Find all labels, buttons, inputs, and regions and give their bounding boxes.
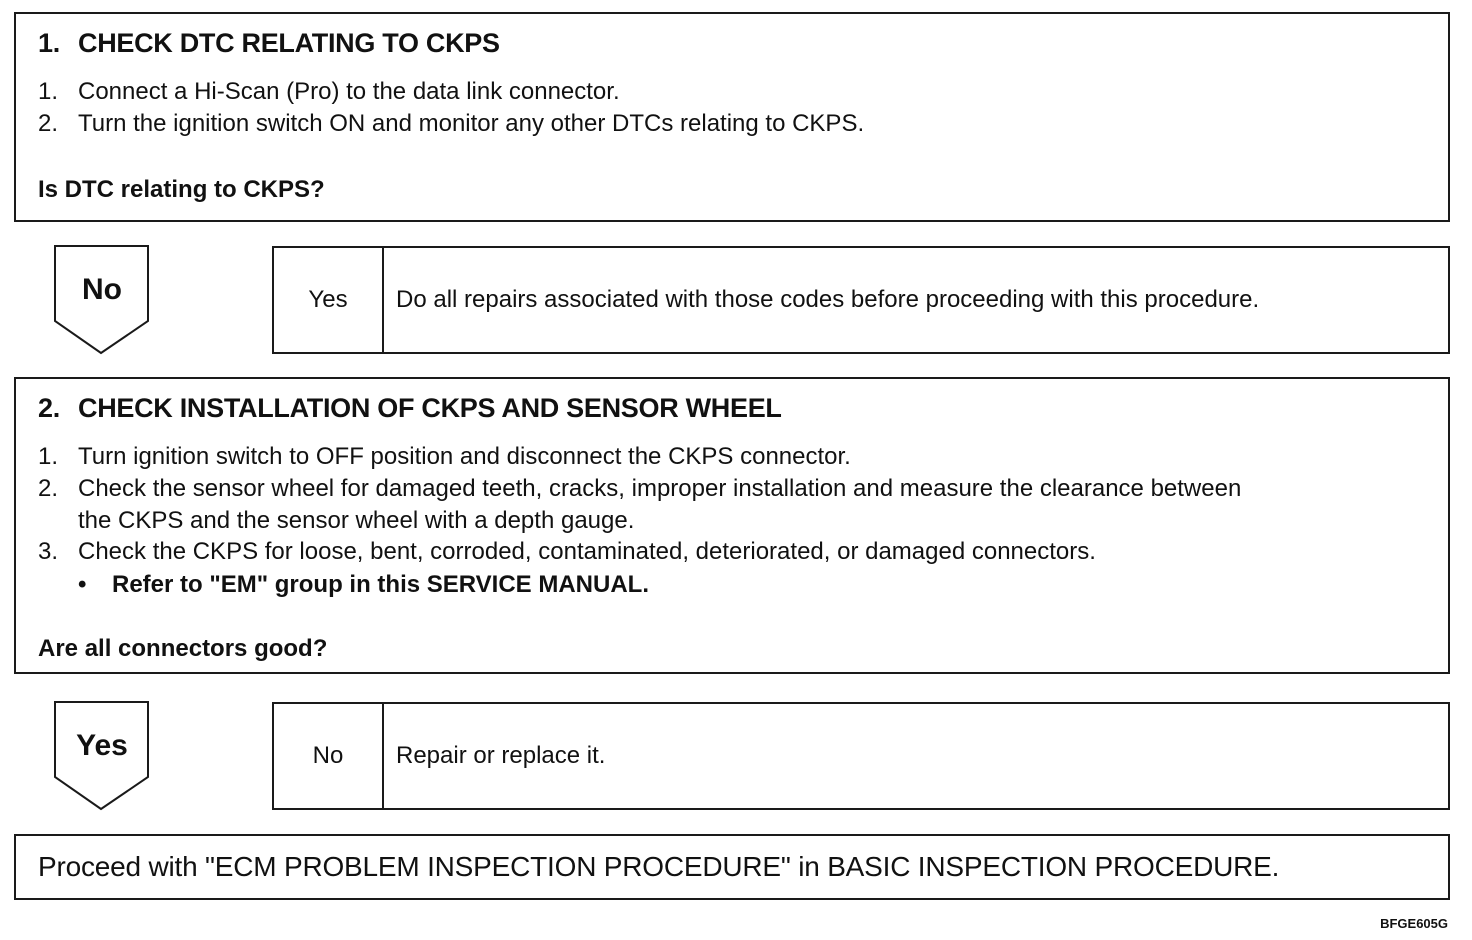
step1-title	[38, 28, 500, 59]
step2-number: 2.	[38, 393, 60, 423]
step1-item-2	[38, 108, 864, 140]
step2-item-2-text: Check the sensor wheel for damaged teeth, cracks, improper installation and measure the clearance between	[78, 475, 1242, 502]
step1-title-text: CHECK DTC RELATING TO CKPS	[78, 28, 500, 58]
step2-item-3-text: Check the CKPS for loose, bent, corroded, contaminated, deteriorated, or damaged connectors.	[78, 538, 1096, 565]
bullet-icon: •	[78, 571, 87, 598]
step1-item-2-text: Turn the ignition switch ON and monitor any other DTCs relating to CKPS.	[78, 110, 865, 137]
step2-item-3	[38, 536, 1096, 568]
branch2-decision-text: Repair or replace it.	[396, 742, 606, 769]
step2-item-2-continuation: the CKPS and the sensor wheel with a depth gauge.	[78, 507, 635, 534]
step2-item-1-number: 1.	[38, 443, 59, 470]
step1-box	[14, 12, 1450, 222]
step1-item-1-number: 1.	[38, 78, 59, 105]
step2-item-3-number: 3.	[38, 538, 59, 565]
step2-bullet-text: Refer to "EM" group in this SERVICE MANUAL.	[112, 571, 649, 598]
step1-number: 1.	[38, 28, 60, 58]
step2-item-1	[38, 441, 851, 473]
step2-title	[38, 393, 782, 424]
step1-question: Is DTC relating to CKPS?	[38, 176, 325, 203]
branch2-decision-label: No	[274, 704, 384, 808]
step2-question: Are all connectors good?	[38, 635, 328, 662]
final-box	[14, 834, 1450, 900]
branch2-arrow	[54, 701, 150, 813]
branch1-decision-box	[272, 246, 1450, 354]
step1-item-1-text: Connect a Hi-Scan (Pro) to the data link connector.	[78, 78, 620, 105]
branch2-arrow-label: Yes	[76, 729, 128, 762]
step2-item-2-number: 2.	[38, 475, 59, 502]
step2-item-1-text: Turn ignition switch to OFF position and disconnect the CKPS connector.	[78, 443, 851, 470]
step1-item-1	[38, 76, 620, 108]
branch1-arrow	[54, 245, 150, 357]
branch1-decision-text: Do all repairs associated with those codes before proceeding with this procedure.	[396, 286, 1260, 313]
figure-code: BFGE605G	[1380, 916, 1448, 931]
step1-item-2-number: 2.	[38, 110, 59, 137]
step2-item-2	[38, 473, 1241, 537]
step2-box	[14, 377, 1450, 674]
step2-title-text: CHECK INSTALLATION OF CKPS AND SENSOR WHEEL	[78, 393, 782, 423]
branch1-arrow-label: No	[82, 273, 122, 306]
step2-bullet	[78, 571, 649, 599]
branch1-decision-label: Yes	[274, 248, 384, 352]
branch2-decision-box	[272, 702, 1450, 810]
final-text: Proceed with "ECM PROBLEM INSPECTION PROCEDURE" in BASIC INSPECTION PROCEDURE.	[38, 851, 1280, 882]
